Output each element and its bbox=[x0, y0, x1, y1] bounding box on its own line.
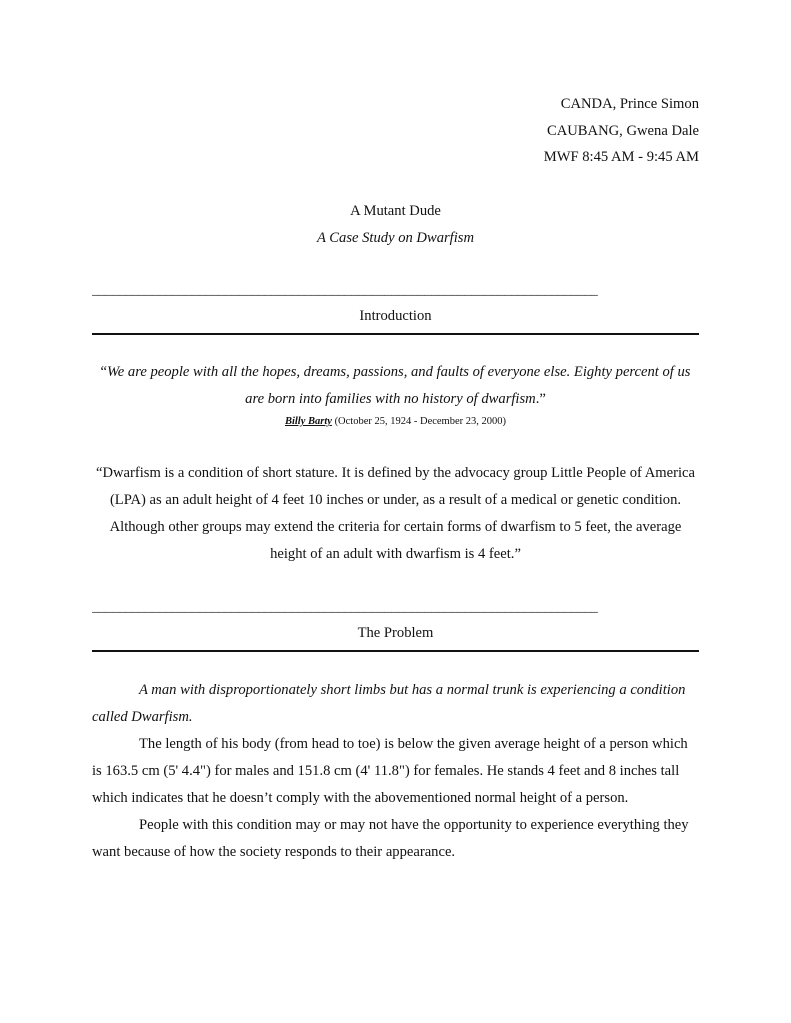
section-header-problem bbox=[92, 599, 699, 652]
quote-close-mark: .” bbox=[535, 391, 546, 407]
author-block bbox=[544, 91, 699, 171]
problem-paragraph: People with this condition may or may not have the opportunity to experience everything they want because of how the society responds to their appearance. bbox=[92, 817, 689, 860]
author-name: CAUBANG, Gwena Dale bbox=[547, 122, 699, 139]
section-header-introduction bbox=[92, 282, 699, 335]
document-page bbox=[92, 0, 699, 1023]
quote-author-dates: (October 25, 1924 - December 23, 2000) bbox=[331, 416, 507, 427]
section-title-problem: The Problem bbox=[357, 625, 434, 641]
problem-paragraph: The length of his body (from head to toe) is below the given average height of a person which is 163.5 cm (5' 4.4") for males and 151.8 cm (4' 11.8") for females. He stands 4 feet and 8 inches tall which indicates that he doesn’t comply with the abovementioned normal height of a person. bbox=[92, 736, 688, 806]
dwarfism-definition-quote: “Dwarfism is a condition of short stature. It is defined by the advocacy group Little People of America (LPA) as an adult height of 4 feet 10 inches or under, as a result of a medical or genetic condition. Although other groups may extend the criteria for certain forms of dwarfism to 5 feet, the average height of an adult with dwarfism is 4 feet.” bbox=[96, 465, 695, 562]
title-block bbox=[92, 198, 699, 251]
problem-body bbox=[92, 677, 699, 866]
document-title: A Mutant Dude bbox=[350, 203, 441, 219]
quote-open-mark: “ bbox=[100, 364, 107, 380]
underscore-rule: ____________________________________________________________________________ bbox=[92, 283, 598, 298]
underscore-rule: ____________________________________________________________________________ bbox=[92, 600, 598, 615]
section-divider bbox=[92, 650, 699, 652]
class-schedule: MWF 8:45 AM - 9:45 AM bbox=[543, 149, 699, 165]
section-divider bbox=[92, 333, 699, 335]
author-name: CANDA, Prince Simon bbox=[560, 96, 699, 112]
quote-text: We are people with all the hopes, dreams, passions, and faults of everyone else. Eighty percent of us are born into families with no history of dwarfism bbox=[106, 364, 691, 407]
epigraph-quote bbox=[92, 359, 699, 413]
quote-author: Billy Barty bbox=[284, 416, 332, 427]
document-subtitle: A Case Study on Dwarfism bbox=[316, 229, 475, 246]
quote-attribution bbox=[92, 414, 699, 430]
problem-paragraph: A man with disproportionately short limbs but has a normal trunk is experiencing a condition called Dwarfism. bbox=[92, 682, 686, 725]
section-title-introduction: Introduction bbox=[359, 308, 432, 324]
